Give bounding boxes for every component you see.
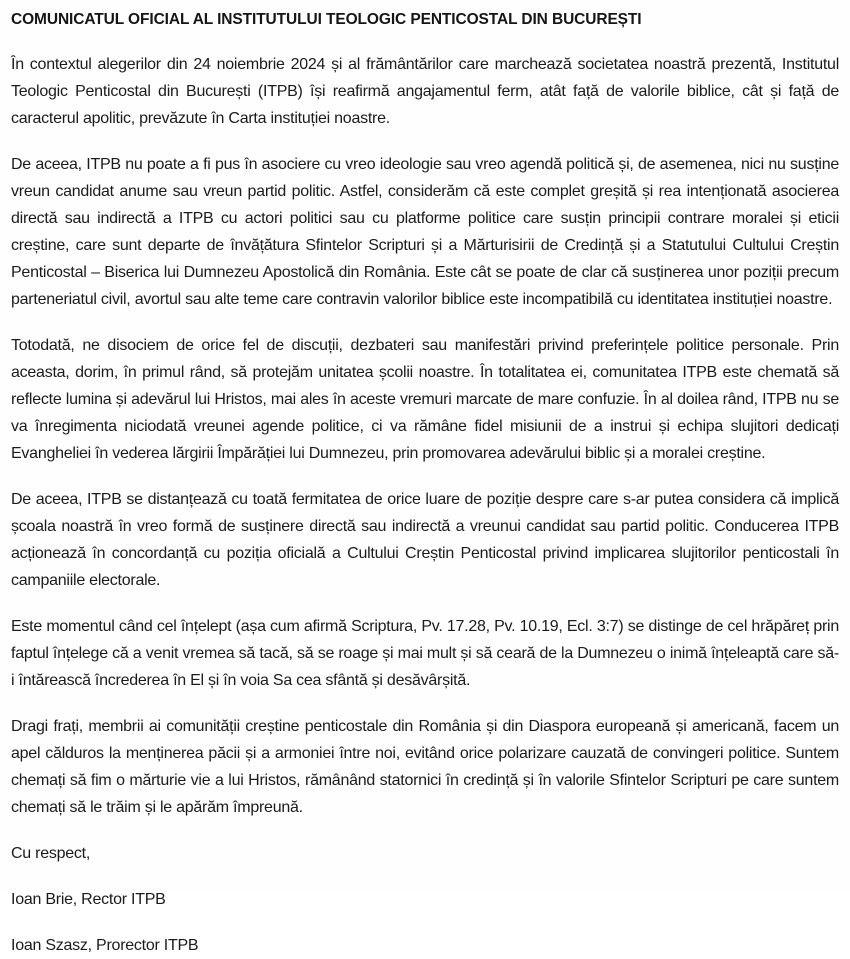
paragraph-dissociation-unity: Totodată, ne disociem de orice fel de discuții, dezbateri sau manifestări privind preferințele politice personale. Prin aceasta, dorim, în primul rând, să protejăm unitatea școlii noastre. În totalitatea ei, comunitatea ITPB este chemată să reflecte lumina și adevărul lui Hristos, mai ales în aceste vremuri marcate de mare confuzie. În al doilea rând, ITPB nu se va înregimenta niciodată vreunei agende politice, ci va rămâne fidel misiunii de a instrui și echipa slujitori dedicați Evangheliei în vederea lărgirii Împărăției lui Dumnezeu, prin promovarea adevărului biblic și a moralei creștine. [11,337,839,462]
closing-salutation: Cu respect, [11,845,91,862]
paragraph-distancing-leadership: De aceea, ITPB se distanțează cu toată fermitatea de orice luare de poziție despre care s-ar putea considera că implică școala noastră în vreo formă de susținere directă sau indirectă a vreunui candidat sau partid politic. Conducerea ITPB acționează în concordanță cu poziția oficială a Cultului Creștin Penticostal privind implicarea slujitorilor penticostali în campaniile electorale. [11,491,839,589]
signature-prorector: Ioan Szasz, Prorector ITPB [11,937,199,954]
paragraph-no-political-association: De aceea, ITPB nu poate a fi pus în asociere cu vreo ideologie sau vreo agendă politică și, de asemenea, nici nu susține vreun candidat anume sau vreun partid politic. Astfel, considerăm că este complet greșită și rea intenționată asocierea directă sau indirectă a ITPB cu actori politici sau cu platforme politice care susțin principii contrare moralei și eticii creștine, care sunt departe de învățătura Sfintelor Scripturi și a Mărturisirii de Credință și a Statutului Cultului Creștin Penticostal – Biserica lui Dumnezeu Apostolică din România. Este cât se poate de clar că susținerea unor poziții precum parteneriatul civil, avortul sau alte teme care contravin valorilor biblice este incompatibilă cu identitatea instituției noastre. [11,156,839,308]
document-title: COMUNICATUL OFICIAL AL INSTITUTULUI TEOLOGIC PENTICOSTAL DIN BUCUREȘTI [11,11,642,28]
paragraph-context-elections: În contextul alegerilor din 24 noiembrie 2024 și al frământărilor care marchează societatea noastră prezentă, Institutul Teologic Penticostal din București (ITPB) își reafirmă angajamentul ferm, atât față de valorile biblice, cât și față de caracterul apolitic, prevăzute în Carta instituției noastre. [11,56,839,127]
paragraph-scripture-wisdom: Este momentul când cel înțelept (așa cum afirmă Scriptura, Pv. 17.28, Pv. 10.19, Ecl. 3:7) se distinge de cel hrăpăreț prin faptul înțelege că a venit vremea să tacă, să se roage și mai mult și să ceară de la Dumnezeu o inimă înțeleaptă care să-i întărească încrederea în El și în voia Sa cea sfântă și desăvârșită. [11,618,839,689]
paragraph-appeal-to-peace: Dragi frați, membrii ai comunității creștine penticostale din România și din Diaspora europeană și americană, facem un apel călduros la menținerea păcii și a armoniei între noi, evitând orice polarizare cauzată de convingeri politice. Suntem chemați să fim o mărturie vie a lui Hristos, rămânând statornici în credință și în valorile Sfintelor Scripturi pe care suntem chemați să le trăim și le apărăm împreună. [11,718,839,816]
signature-rector: Ioan Brie, Rector ITPB [11,891,166,908]
